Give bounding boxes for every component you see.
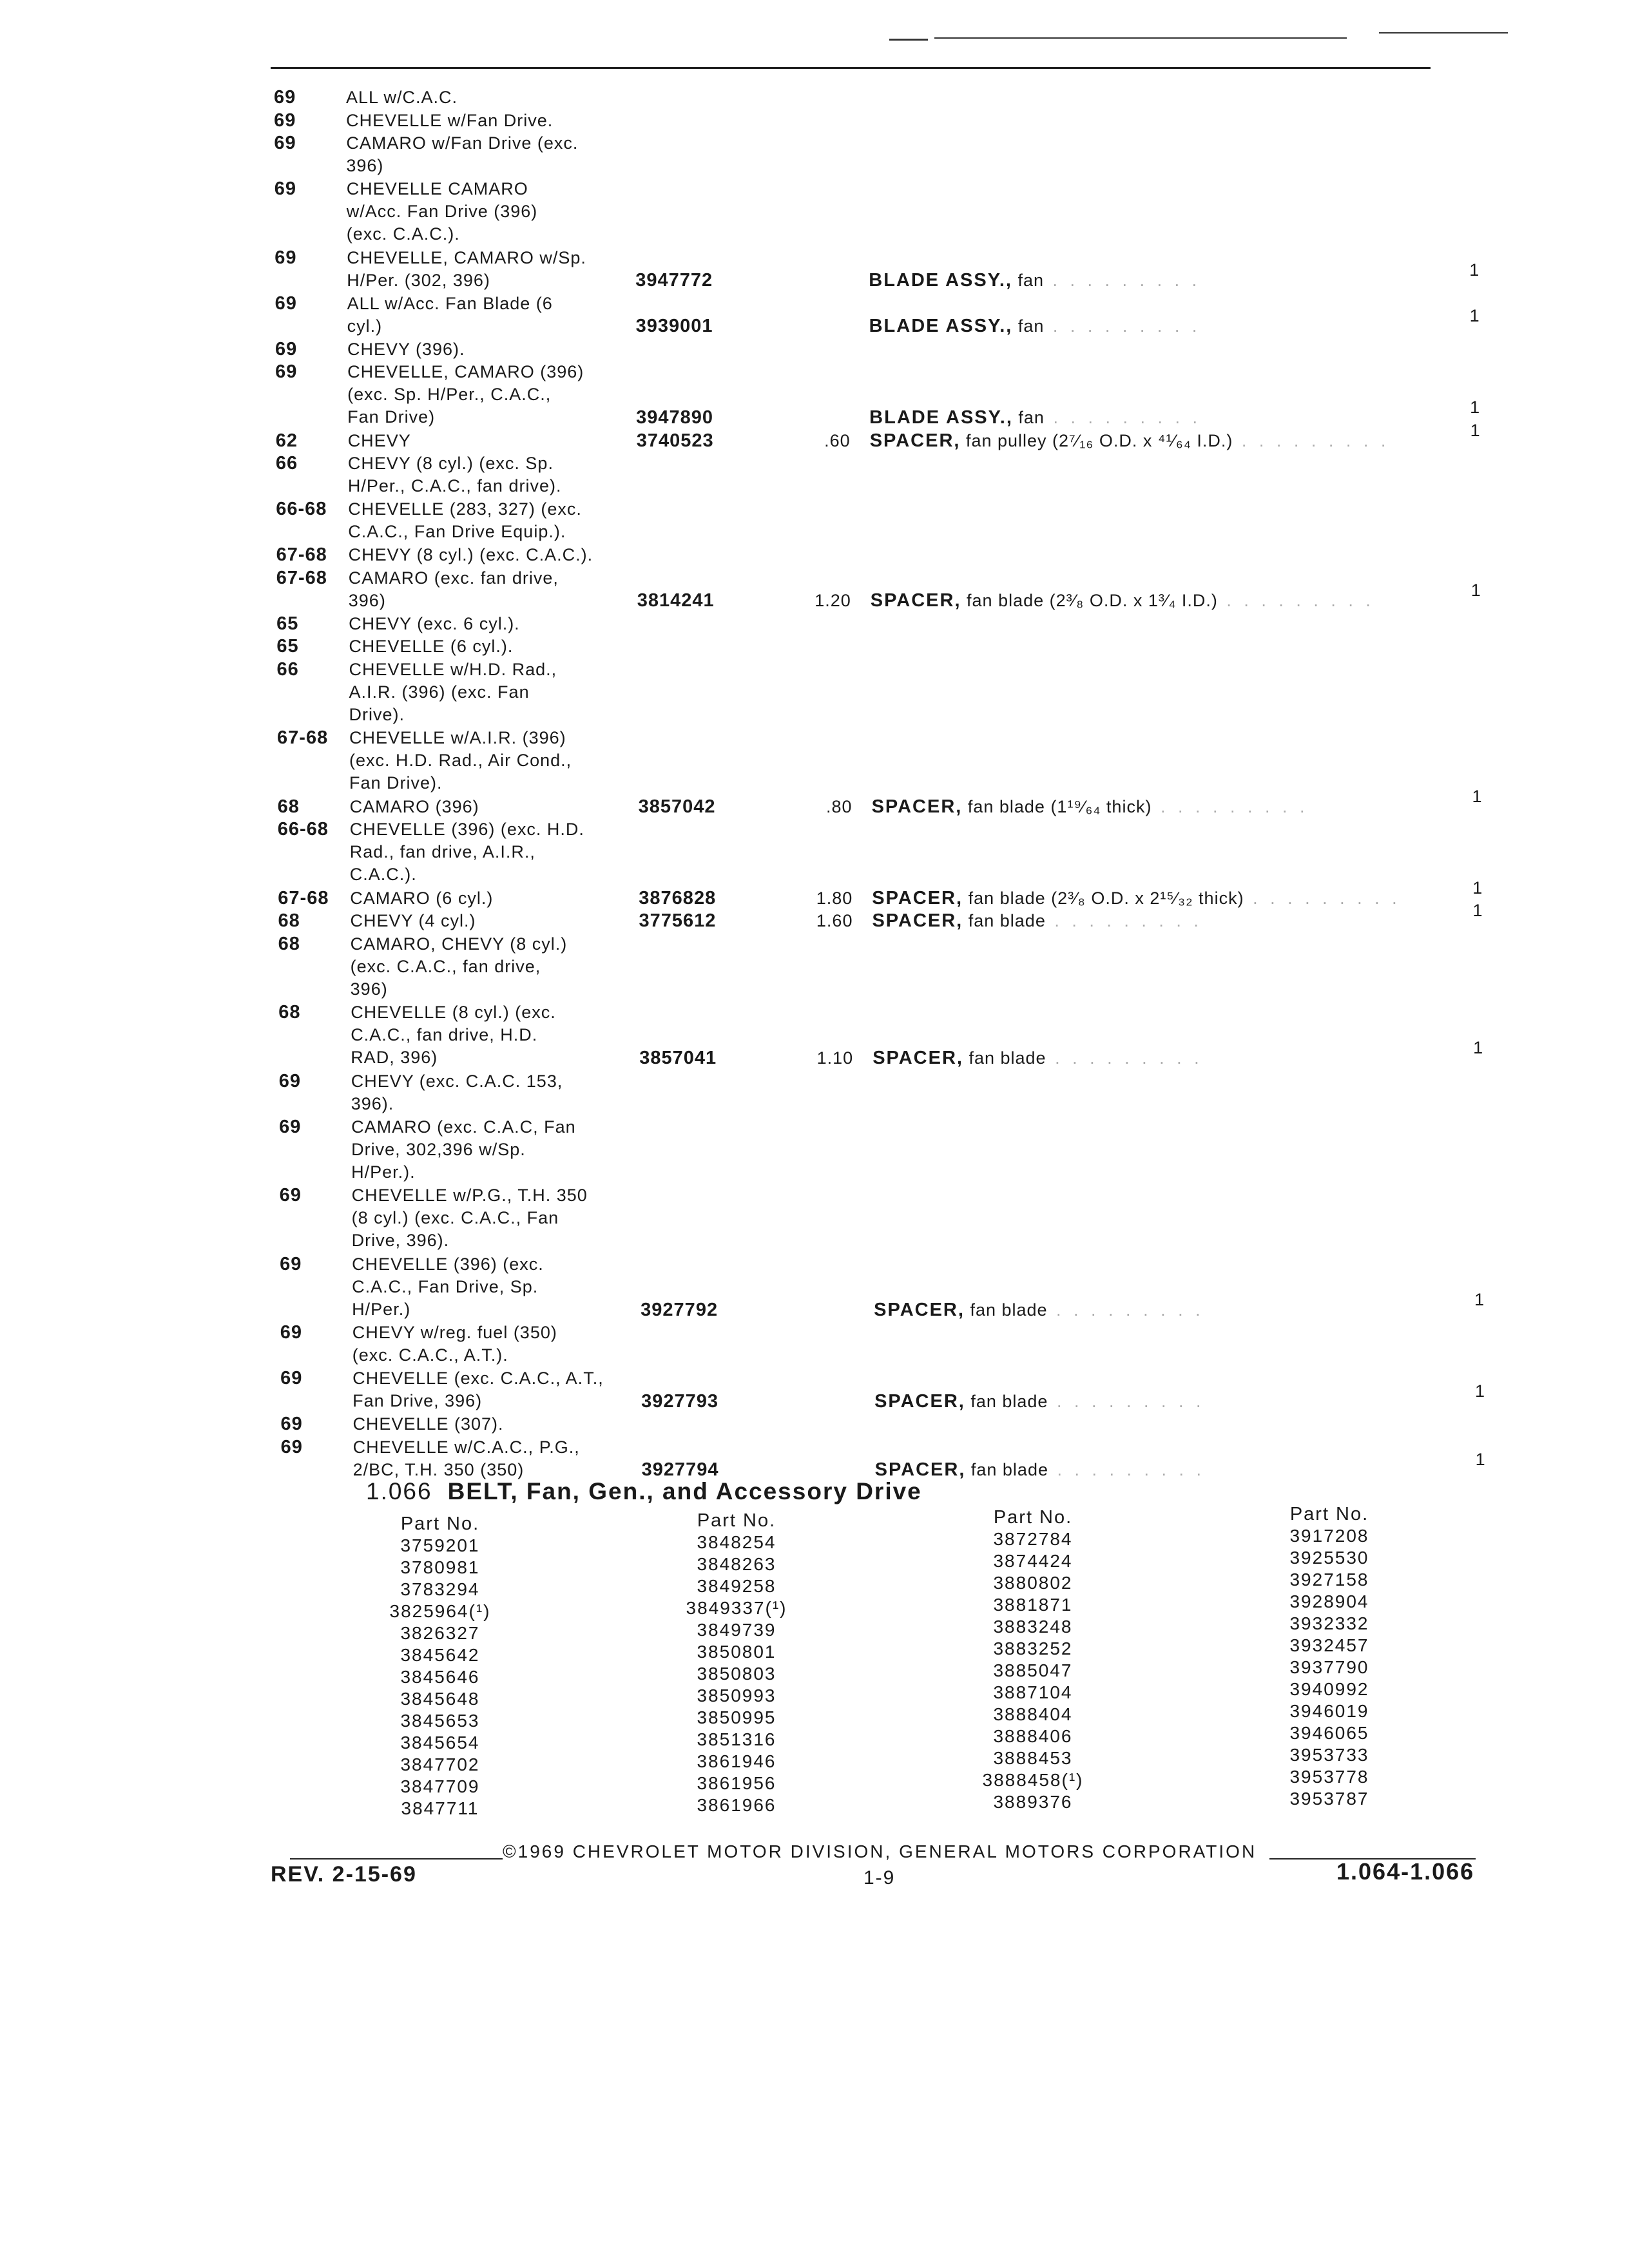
model-year: 69 <box>280 1322 302 1343</box>
part-detail: fan blade <box>963 911 1046 930</box>
leader-dots: . . . . . . . . . <box>1044 408 1201 427</box>
part-name: SPACER, <box>872 910 963 931</box>
quantity-used: 1 <box>1473 1038 1484 1057</box>
list-item: 3937790 <box>1289 1657 1369 1677</box>
leader-dots: . . . . . . . . . <box>1047 1300 1204 1320</box>
application: CHEVELLE, CAMARO (396) (exc. Sp. H/Per., C.A.C., Fan Drive) <box>347 362 584 427</box>
quantity-used: 1 <box>1475 1450 1486 1469</box>
part-number-column <box>959 1506 1107 1813</box>
application: CHEVELLE, CAMARO w/Sp. H/Per. (302, 396) <box>347 247 586 290</box>
table-row <box>278 818 1489 887</box>
quantity-used: 1 <box>1469 306 1480 325</box>
model-year: 69 <box>279 1116 302 1137</box>
list-item: 3845648 <box>400 1689 480 1709</box>
quantity-used: 1 <box>1469 260 1480 280</box>
application: CHEVY <box>347 430 411 450</box>
list-item: 3849337(¹) <box>686 1598 787 1618</box>
model-year: 65 <box>276 636 299 657</box>
table-row <box>278 1001 1490 1070</box>
part-number: 3927794 <box>641 1459 719 1480</box>
quantity-used: 1 <box>1470 581 1481 600</box>
part-name: SPACER, <box>874 1390 965 1412</box>
part-description <box>874 1299 1454 1321</box>
list-item: 3845642 <box>400 1645 480 1665</box>
part-detail: fan pulley (2⁷⁄₁₆ O.D. x ⁴¹⁄₆₄ I.D.) <box>960 430 1233 450</box>
table-row <box>275 338 1487 361</box>
model-year: 69 <box>274 133 296 153</box>
table-row <box>276 452 1487 498</box>
part-name: BLADE ASSY., <box>869 316 1013 336</box>
table-row <box>274 110 1485 133</box>
table-row <box>274 132 1485 178</box>
part-number: 3857042 <box>638 796 716 817</box>
model-year: 66 <box>276 658 299 680</box>
list-item: 3759201 <box>400 1535 480 1555</box>
application: CHEVY w/reg. fuel (350) (exc. C.A.C., A.T.). <box>352 1323 557 1365</box>
table-row <box>281 1436 1492 1482</box>
list-item: 3881871 <box>993 1595 1073 1615</box>
application: CAMARO (exc. fan drive, 396) <box>348 568 559 610</box>
model-year: 69 <box>275 247 297 268</box>
application: CAMARO, CHEVY (8 cyl.) (exc. C.A.C., fan drive, 396) <box>350 934 568 999</box>
part-name: SPACER, <box>870 590 961 611</box>
list-item: 3883252 <box>993 1639 1073 1658</box>
footer-rule-left <box>290 1858 503 1860</box>
application: CHEVELLE (6 cyl.). <box>349 637 514 656</box>
section-title: BELT, Fan, Gen., and Accessory Drive <box>447 1478 922 1504</box>
part-detail: fan blade <box>963 1048 1046 1068</box>
application: ALL w/C.A.C. <box>346 88 458 107</box>
application: CAMARO w/Fan Drive (exc. 396) <box>346 133 579 175</box>
revision-date: REV. 2-15-69 <box>271 1862 417 1887</box>
part-description <box>872 796 1452 818</box>
list-item: 3928904 <box>1289 1591 1369 1611</box>
leader-dots: . . . . . . . . . <box>1044 271 1201 290</box>
list-item: 3885047 <box>993 1660 1073 1680</box>
leader-dots: . . . . . . . . . <box>1244 888 1401 908</box>
part-name: SPACER, <box>871 796 963 817</box>
model-year: 69 <box>279 1185 302 1206</box>
part-description <box>874 1390 1454 1413</box>
list-item: 3845646 <box>400 1667 480 1687</box>
application: CHEVY (exc. C.A.C. 153, 396). <box>351 1071 563 1113</box>
application: CHEVELLE w/H.D. Rad., A.I.R. (396) (exc. Fan Drive). <box>349 659 557 724</box>
part-name: SPACER, <box>874 1299 965 1320</box>
list-item: 3932332 <box>1289 1613 1369 1633</box>
application: CHEVELLE (exc. C.A.C., A.T., Fan Drive, 396) <box>352 1369 604 1410</box>
price: 1.10 <box>816 1048 854 1068</box>
list-item: 3825964(¹) <box>389 1601 491 1621</box>
application: CAMARO (6 cyl.) <box>350 888 494 908</box>
part-description <box>869 269 1449 292</box>
part-description <box>869 315 1449 338</box>
model-year: 69 <box>278 1070 301 1091</box>
part-name: SPACER, <box>869 430 961 451</box>
part-description <box>870 430 1450 452</box>
part-number: 3876828 <box>639 887 717 908</box>
list-item: 3888453 <box>993 1748 1073 1768</box>
table-row <box>278 933 1490 1002</box>
list-item: 3850801 <box>697 1642 776 1662</box>
application: CHEVY (396). <box>347 339 465 359</box>
model-year: 67-68 <box>277 727 329 748</box>
table-row <box>276 498 1487 544</box>
part-description <box>875 1459 1455 1481</box>
list-item: 3872784 <box>993 1529 1073 1549</box>
price: .60 <box>824 430 851 450</box>
list-item: 3953778 <box>1289 1767 1369 1787</box>
part-description <box>872 887 1452 910</box>
list-item: 3848263 <box>697 1554 776 1574</box>
part-detail: fan <box>1012 316 1045 336</box>
application: CHEVELLE w/C.A.C., P.G., 2/BC, T.H. 350 (350) <box>352 1437 580 1479</box>
column-header: Part No. <box>400 1514 480 1534</box>
application: CHEVELLE (396) (exc. H.D. Rad., fan drive, A.I.R., C.A.C.). <box>349 820 584 884</box>
part-detail: fan blade <box>965 1391 1048 1411</box>
model-year: 66-68 <box>276 499 327 519</box>
quantity-used: 1 <box>1470 398 1481 417</box>
model-year: 67-68 <box>278 887 329 908</box>
application: CAMARO (exc. C.A.C, Fan Drive, 302,396 w/Sp. H/Per.). <box>351 1117 576 1182</box>
table-row <box>275 293 1487 338</box>
leader-dots: . . . . . . . . . <box>1217 591 1374 610</box>
list-item: 3847711 <box>401 1798 479 1818</box>
list-item: 3953733 <box>1289 1745 1369 1765</box>
part-number: 3927793 <box>641 1390 718 1412</box>
table-row <box>278 901 1489 933</box>
table-row <box>280 1321 1492 1367</box>
table-row <box>274 86 1485 110</box>
table-row <box>279 1070 1490 1116</box>
list-item: 3874424 <box>993 1551 1073 1571</box>
model-year: 66-68 <box>277 819 329 840</box>
part-number: 3939001 <box>635 316 713 336</box>
part-detail: fan <box>1012 271 1045 290</box>
model-year: 69 <box>275 293 297 314</box>
table-row <box>276 613 1488 636</box>
list-item: 3861966 <box>697 1795 776 1815</box>
list-item: 3849739 <box>697 1620 776 1640</box>
column-header: Part No. <box>993 1507 1073 1528</box>
part-number: 3775612 <box>639 910 717 931</box>
column-header: Part No. <box>697 1510 776 1531</box>
part-name: BLADE ASSY., <box>869 407 1013 428</box>
part-detail: fan <box>1012 408 1045 427</box>
list-item: 3851316 <box>697 1729 776 1749</box>
list-item: 3888406 <box>993 1726 1073 1746</box>
list-item: 3861946 <box>697 1751 776 1771</box>
copyright-notice: ©1969 CHEVROLET MOTOR DIVISION, GENERAL MOTORS CORPORATION <box>503 1841 1257 1861</box>
part-detail: fan blade (2³⁄₈ O.D. x 2¹⁵⁄₃₂ thick) <box>963 888 1244 908</box>
table-row <box>277 786 1489 819</box>
leader-dots: . . . . . . . . . <box>1045 911 1202 930</box>
table-row <box>279 1116 1490 1185</box>
application: CHEVELLE w/A.I.R. (396) (exc. H.D. Rad., Air Cond., Fan Drive). <box>349 728 572 793</box>
model-year: 68 <box>278 1002 301 1023</box>
part-name: SPACER, <box>874 1459 966 1480</box>
list-item: 3917208 <box>1289 1526 1369 1546</box>
application: CHEVY (8 cyl.) (exc. C.A.C.). <box>348 545 593 564</box>
application: CHEVELLE (307). <box>352 1414 504 1434</box>
table-row <box>275 247 1486 293</box>
list-item: 3946019 <box>1289 1701 1369 1721</box>
table-row <box>275 361 1487 430</box>
part-detail: fan blade (1¹⁹⁄₆₄ thick) <box>962 796 1152 816</box>
leader-dots: . . . . . . . . . <box>1233 430 1390 450</box>
model-year: 67-68 <box>276 567 327 588</box>
application: CAMARO (396) <box>349 796 479 816</box>
table-row <box>280 1184 1491 1253</box>
table-row <box>280 1367 1492 1413</box>
section-range: 1.064-1.066 <box>1336 1858 1475 1885</box>
part-number: 3927792 <box>641 1299 718 1320</box>
part-detail: fan blade (2³⁄₈ O.D. x 1³⁄₄ I.D.) <box>961 591 1218 610</box>
part-detail: fan blade <box>964 1300 1048 1320</box>
list-item: 3780981 <box>400 1557 480 1577</box>
list-item: 3849258 <box>697 1576 776 1596</box>
model-year: 69 <box>275 361 298 382</box>
part-detail: fan blade <box>965 1460 1048 1479</box>
part-name: BLADE ASSY., <box>869 270 1012 291</box>
part-name: SPACER, <box>872 887 963 908</box>
list-item: 3861956 <box>697 1773 776 1793</box>
list-item: 3847702 <box>400 1754 480 1774</box>
model-year: 68 <box>277 796 300 817</box>
table-row <box>275 420 1487 453</box>
model-year: 69 <box>280 1253 302 1274</box>
list-item: 3847709 <box>400 1776 480 1796</box>
list-item: 3925530 <box>1289 1548 1369 1568</box>
application: ALL w/Acc. Fan Blade (6 cyl.) <box>347 293 553 336</box>
list-item: 3845653 <box>400 1711 480 1731</box>
model-year: 69 <box>275 338 298 360</box>
table-row <box>275 178 1486 247</box>
quantity-used: 1 <box>1472 901 1483 920</box>
part-description <box>869 407 1449 429</box>
application: CHEVY (8 cyl.) (exc. Sp. H/Per., C.A.C., fan drive). <box>347 454 562 495</box>
list-item: 3887104 <box>993 1682 1073 1702</box>
quantity-used: 1 <box>1474 1289 1485 1309</box>
part-description <box>871 590 1451 612</box>
application: CHEVELLE (396) (exc. C.A.C., Fan Drive, Sp. H/Per.) <box>352 1254 544 1319</box>
list-item: 3883248 <box>993 1617 1073 1637</box>
application: CHEVELLE (8 cyl.) (exc. C.A.C., fan drive, H.D. RAD, 396) <box>351 1003 556 1067</box>
part-name: SPACER, <box>872 1048 963 1068</box>
model-year: 68 <box>278 910 300 931</box>
quantity-used: 1 <box>1475 1381 1486 1401</box>
price: 1.20 <box>815 591 851 610</box>
list-item: 3889376 <box>993 1792 1073 1812</box>
margin-mark <box>889 39 928 41</box>
top-rule <box>271 67 1431 69</box>
list-item: 3845654 <box>400 1733 480 1753</box>
model-year: 65 <box>276 613 299 634</box>
leader-dots: . . . . . . . . . <box>1044 316 1201 336</box>
list-item: 3880802 <box>993 1573 1073 1593</box>
application: CHEVELLE CAMARO w/Acc. Fan Drive (396) (exc. C.A.C.). <box>346 179 538 244</box>
part-number: 3857041 <box>639 1048 717 1068</box>
part-number: 3947890 <box>636 407 714 428</box>
list-item: 3946065 <box>1289 1723 1369 1743</box>
application: CHEVY (4 cyl.) <box>350 911 476 930</box>
part-number-column <box>662 1510 811 1816</box>
list-item: 3783294 <box>400 1579 480 1599</box>
table-row <box>280 1253 1491 1322</box>
list-item: 3927158 <box>1289 1570 1369 1590</box>
list-item: 3848254 <box>697 1532 776 1552</box>
model-year: 69 <box>280 1414 303 1434</box>
margin-mark <box>934 37 1347 39</box>
list-item: 3932457 <box>1289 1635 1369 1655</box>
list-item: 3888458(¹) <box>982 1770 1084 1790</box>
page-number: 1-9 <box>863 1867 896 1888</box>
leader-dots: . . . . . . . . . <box>1046 1048 1203 1068</box>
model-year: 62 <box>275 430 298 451</box>
list-item: 3850995 <box>697 1707 776 1727</box>
quantity-used: 1 <box>1470 420 1481 440</box>
table-row <box>276 635 1488 658</box>
list-item: 3940992 <box>1289 1679 1369 1699</box>
quantity-used: 1 <box>1472 786 1483 806</box>
part-number: 3947772 <box>635 270 713 291</box>
model-year: 69 <box>274 178 296 199</box>
model-year: 69 <box>280 1436 303 1457</box>
table-row <box>277 727 1489 796</box>
quantity-used: 1 <box>1472 878 1483 898</box>
price: 1.80 <box>816 888 853 908</box>
part-description <box>872 1047 1452 1070</box>
price: .80 <box>826 796 853 816</box>
list-item: 3850993 <box>697 1686 776 1706</box>
model-year: 68 <box>278 933 300 954</box>
table-row <box>276 544 1488 567</box>
part-number: 3814241 <box>637 590 715 611</box>
application: CHEVELLE w/P.G., T.H. 350 (8 cyl.) (exc. C.A.C., Fan Drive, 396). <box>351 1186 588 1250</box>
column-header: Part No. <box>1289 1504 1369 1524</box>
part-number-column <box>366 1513 514 1820</box>
leader-dots: . . . . . . . . . <box>1048 1391 1205 1411</box>
list-item: 3888404 <box>993 1704 1073 1724</box>
list-item: 3826327 <box>400 1623 480 1643</box>
application: CHEVELLE w/Fan Drive. <box>346 110 554 130</box>
model-year: 69 <box>274 87 296 108</box>
model-year: 69 <box>280 1368 303 1389</box>
part-number: 3740523 <box>636 430 714 451</box>
leader-dots: . . . . . . . . . <box>1048 1460 1206 1479</box>
table-row <box>278 878 1489 910</box>
model-year: 66 <box>275 453 298 474</box>
price: 1.60 <box>816 911 853 930</box>
list-item: 3953787 <box>1289 1789 1369 1809</box>
model-year: 69 <box>274 110 296 131</box>
section-number: 1.066 <box>366 1478 432 1504</box>
part-number-column <box>1255 1503 1403 1810</box>
part-description <box>872 910 1452 932</box>
application: CHEVY (exc. 6 cyl.). <box>349 613 520 633</box>
list-item: 3850803 <box>697 1664 776 1684</box>
model-year: 67-68 <box>276 544 327 565</box>
application: CHEVELLE (283, 327) (exc. C.A.C., Fan Drive Equip.). <box>348 499 582 541</box>
section-heading <box>366 1478 922 1505</box>
table-row <box>280 1413 1492 1436</box>
table-row <box>277 658 1489 727</box>
leader-dots: . . . . . . . . . <box>1152 796 1309 816</box>
margin-mark <box>1379 32 1508 34</box>
table-row <box>276 567 1488 613</box>
